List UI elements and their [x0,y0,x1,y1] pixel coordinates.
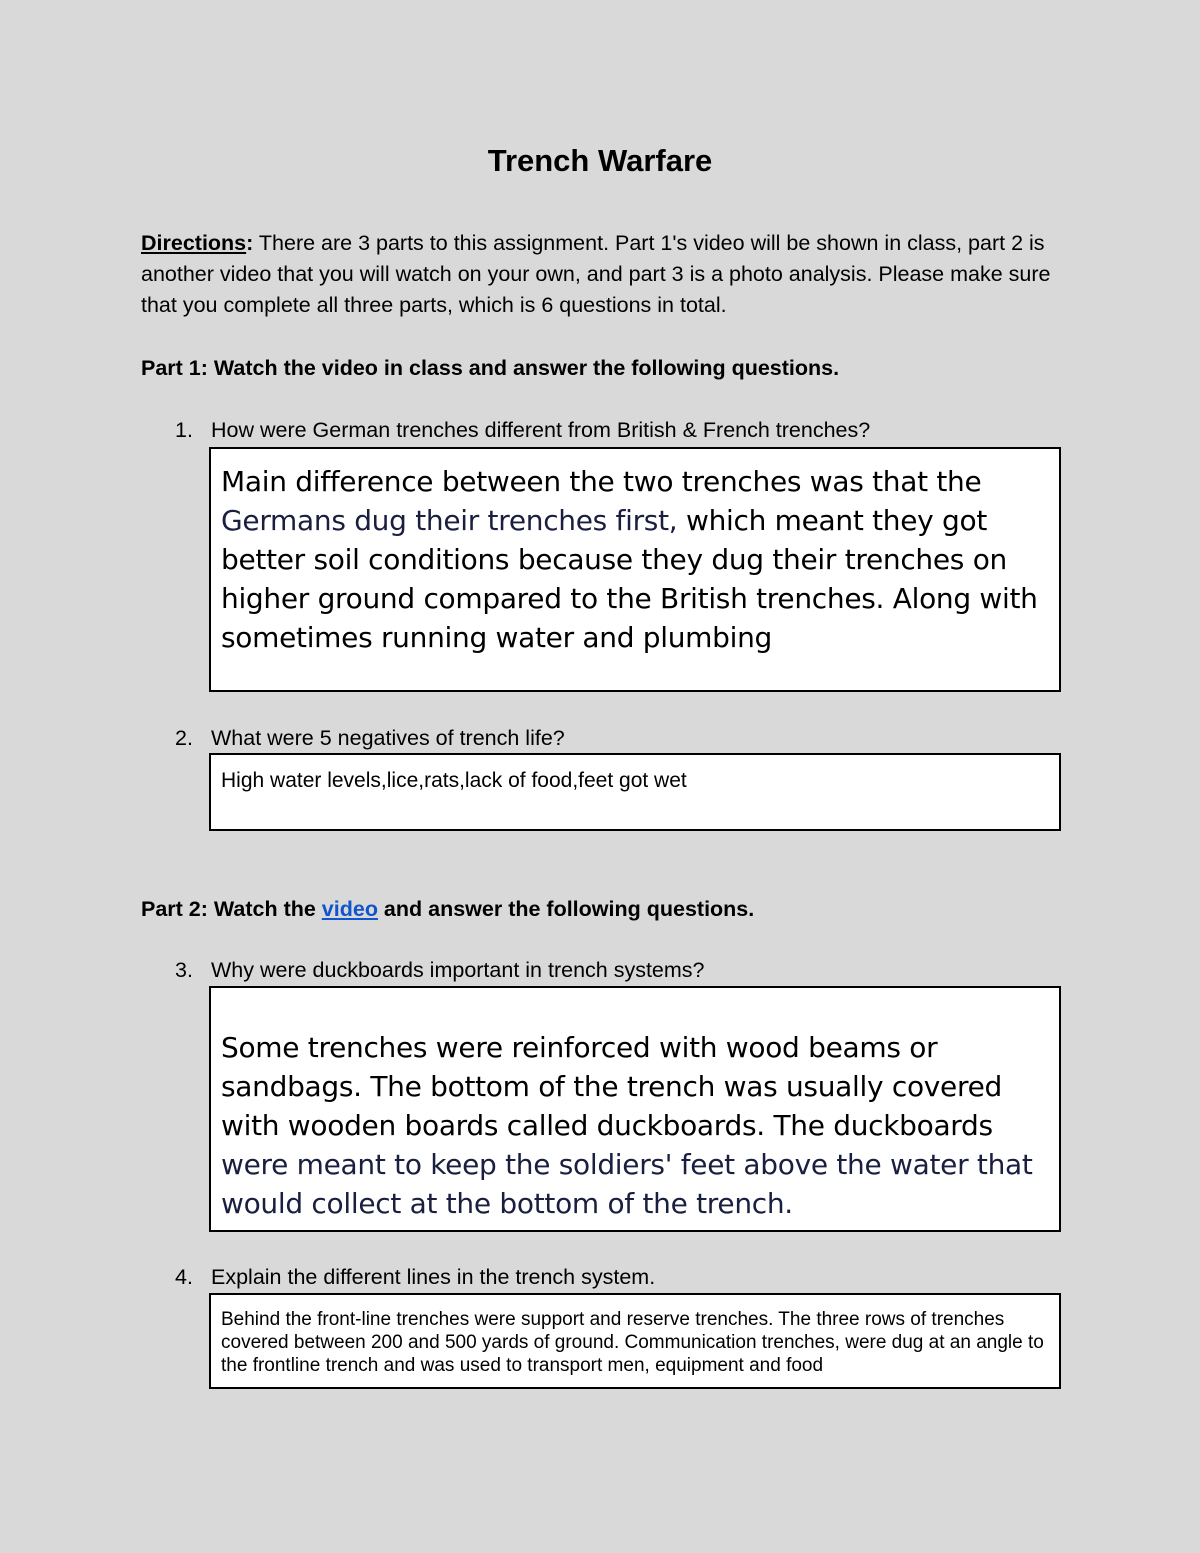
question-1 [141,415,870,445]
directions-text: There are 3 parts to this assignment. Part 1's video will be shown in class, part 2 is another video that you will watch on your own, and part 3 is a photo analysis. Please make sure that you complete all three parts, which is 6 questions in total. [141,231,1051,317]
question-2 [141,723,565,753]
question-4 [141,1262,655,1292]
question-1-text: How were German trenches different from British & French trenches? [211,418,871,442]
directions-label: Directions [141,231,247,255]
part2-heading [141,894,754,924]
question-2-number: 2. [175,726,193,750]
answer-4-text: Behind the front-line trenches were support and reserve trenches. The three rows of trenches covered between 200 and 500 yards of ground. Communication trenches, were dug at an angle to the frontline trench and was used to transport men, equipment and food [221,1309,1044,1376]
answer-3-text-a: Some trenches were reinforced with wood beams or sandbags. The bottom of the trench was usually covered with wooden boards called duckboards. The duckboards [221,1031,1002,1142]
answer-1-text-a: Main difference between the two trenches was that the [221,465,982,498]
question-2-text: What were 5 negatives of trench life? [211,726,565,750]
question-4-text: Explain the different lines in the trench system. [211,1265,656,1289]
answer-2-text: High water levels,lice,rats,lack of food,feet got wet [221,769,687,792]
question-4-number: 4. [175,1265,193,1289]
question-3-text: Why were duckboards important in trench systems? [211,958,705,982]
answer-box-1[interactable] [209,447,1061,692]
directions-paragraph [141,228,1061,321]
question-3-number: 3. [175,958,193,982]
answer-3-text-b: were meant to keep the soldiers' feet above the water that would collect at the bottom of the trench. [221,1148,1033,1220]
directions-colon: : [246,231,254,255]
question-3 [141,955,705,985]
part2-heading-after: and answer the following questions. [377,897,755,921]
answer-1-text-c: which meant they got better soil conditions because they dug their trenches on higher ground compared to the British trenches. Along with sometimes running water and plumbing [221,504,1038,654]
video-link[interactable]: video [321,897,378,921]
answer-box-4[interactable] [209,1293,1061,1389]
answer-box-2[interactable] [209,753,1061,831]
question-1-number: 1. [175,418,193,442]
answer-1-text-b: Germans dug their trenches first, [221,504,678,537]
part2-heading-before: Part 2: Watch the [141,897,322,921]
answer-box-3[interactable] [209,986,1061,1232]
page-title: Trench Warfare [487,143,713,178]
part1-heading: Part 1: Watch the video in class and answer the following questions. [141,356,840,380]
